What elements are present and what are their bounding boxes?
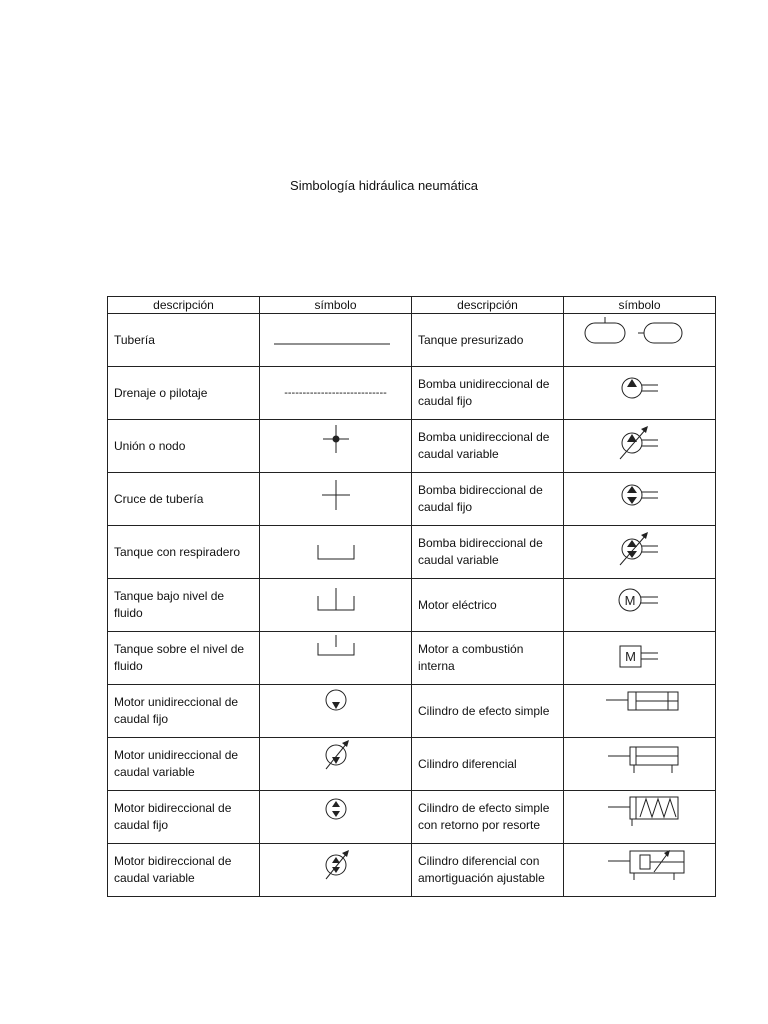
tank-below-level-symbol [266, 580, 406, 630]
symbol-cell [260, 367, 412, 420]
unidirectional-fixed-pump-symbol [570, 368, 710, 418]
bidirectional-fixed-pump-symbol [570, 474, 710, 524]
symbol-cell [260, 844, 412, 897]
symbol-cell [564, 791, 716, 844]
table-row [108, 526, 716, 579]
table-row [108, 738, 716, 791]
combustion-motor-symbol [570, 633, 710, 683]
symbol-cell [564, 420, 716, 473]
symbol-cell [260, 420, 412, 473]
description-cell: Bomba unidireccional de caudal variable [412, 420, 564, 473]
symbol-cell [564, 632, 716, 685]
symbol-cell [564, 314, 716, 367]
table-row [108, 844, 716, 897]
description-cell: Motor bidireccional de caudal fijo [108, 791, 260, 844]
header-description-right: descripción [412, 297, 564, 314]
description-cell: Cruce de tubería [108, 473, 260, 526]
description-cell: Tanque bajo nivel de fluido [108, 579, 260, 632]
description-cell: Bomba bidireccional de caudal fijo [412, 473, 564, 526]
spring-return-cylinder-symbol [570, 792, 710, 842]
description-cell: Motor unidireccional de caudal variable [108, 738, 260, 791]
description-cell: Cilindro de efecto simple [412, 685, 564, 738]
symbol-cell [260, 685, 412, 738]
symbol-cell [564, 526, 716, 579]
header-description-left: descripción [108, 297, 260, 314]
pressurized-tank-symbol [570, 315, 710, 365]
symbol-cell [564, 844, 716, 897]
description-cell: Motor unidireccional de caudal fijo [108, 685, 260, 738]
description-cell: Motor eléctrico [412, 579, 564, 632]
symbol-table [107, 296, 716, 897]
motor-label: M [624, 593, 636, 608]
description-cell: Cilindro diferencial con amortiguación ajustable [412, 844, 564, 897]
table-row [108, 579, 716, 632]
description-cell: Tubería [108, 314, 260, 367]
table-header-row [108, 297, 716, 314]
symbol-cell [260, 632, 412, 685]
description-cell: Tanque sobre el nivel de fluido [108, 632, 260, 685]
description-cell: Bomba unidireccional de caudal fijo [412, 367, 564, 420]
symbol-cell [564, 579, 716, 632]
symbol-cell [564, 685, 716, 738]
description-cell: Unión o nodo [108, 420, 260, 473]
junction-node-symbol [266, 421, 406, 471]
table-row [108, 632, 716, 685]
symbol-cell [260, 579, 412, 632]
motor-label: M [625, 649, 636, 664]
header-symbol-right: símbolo [564, 297, 716, 314]
dashed-line-symbol: ---------------------------- [284, 387, 387, 399]
adjustable-cushion-cylinder-symbol [570, 845, 710, 895]
bidirectional-variable-motor-symbol [266, 845, 406, 895]
unidirectional-fixed-motor-symbol [266, 686, 406, 736]
symbol-cell [260, 314, 412, 367]
description-cell: Cilindro de efecto simple con retorno por resorte [412, 791, 564, 844]
description-cell: Tanque presurizado [412, 314, 564, 367]
symbol-cell [564, 473, 716, 526]
bidirectional-fixed-motor-symbol [266, 792, 406, 842]
symbol-cell [564, 367, 716, 420]
document-title: Simbología hidráulica neumática [290, 178, 478, 193]
table-row [108, 473, 716, 526]
description-cell: Motor bidireccional de caudal variable [108, 844, 260, 897]
vented-tank-symbol [266, 527, 406, 577]
table-row [108, 791, 716, 844]
header-symbol-left: símbolo [260, 297, 412, 314]
symbol-cell [260, 791, 412, 844]
table-row [108, 685, 716, 738]
description-cell: Motor a combustión interna [412, 632, 564, 685]
bidirectional-variable-pump-symbol [570, 527, 710, 577]
table-row [108, 420, 716, 473]
electric-motor-symbol [570, 580, 710, 630]
description-cell: Drenaje o pilotaje [108, 367, 260, 420]
description-cell: Cilindro diferencial [412, 738, 564, 791]
symbol-cell [260, 473, 412, 526]
unidirectional-variable-pump-symbol [570, 421, 710, 471]
table-row [108, 367, 716, 420]
differential-cylinder-symbol [570, 739, 710, 789]
tank-above-level-symbol [266, 633, 406, 683]
unidirectional-variable-motor-symbol [266, 739, 406, 789]
symbol-cell [260, 738, 412, 791]
single-acting-cylinder-symbol [570, 686, 710, 736]
description-cell: Tanque con respiradero [108, 526, 260, 579]
table-row [108, 314, 716, 367]
symbol-cell [564, 738, 716, 791]
symbol-cell [260, 526, 412, 579]
pipe-crossing-symbol [266, 474, 406, 524]
description-cell: Bomba bidireccional de caudal variable [412, 526, 564, 579]
line-symbol [266, 315, 406, 365]
